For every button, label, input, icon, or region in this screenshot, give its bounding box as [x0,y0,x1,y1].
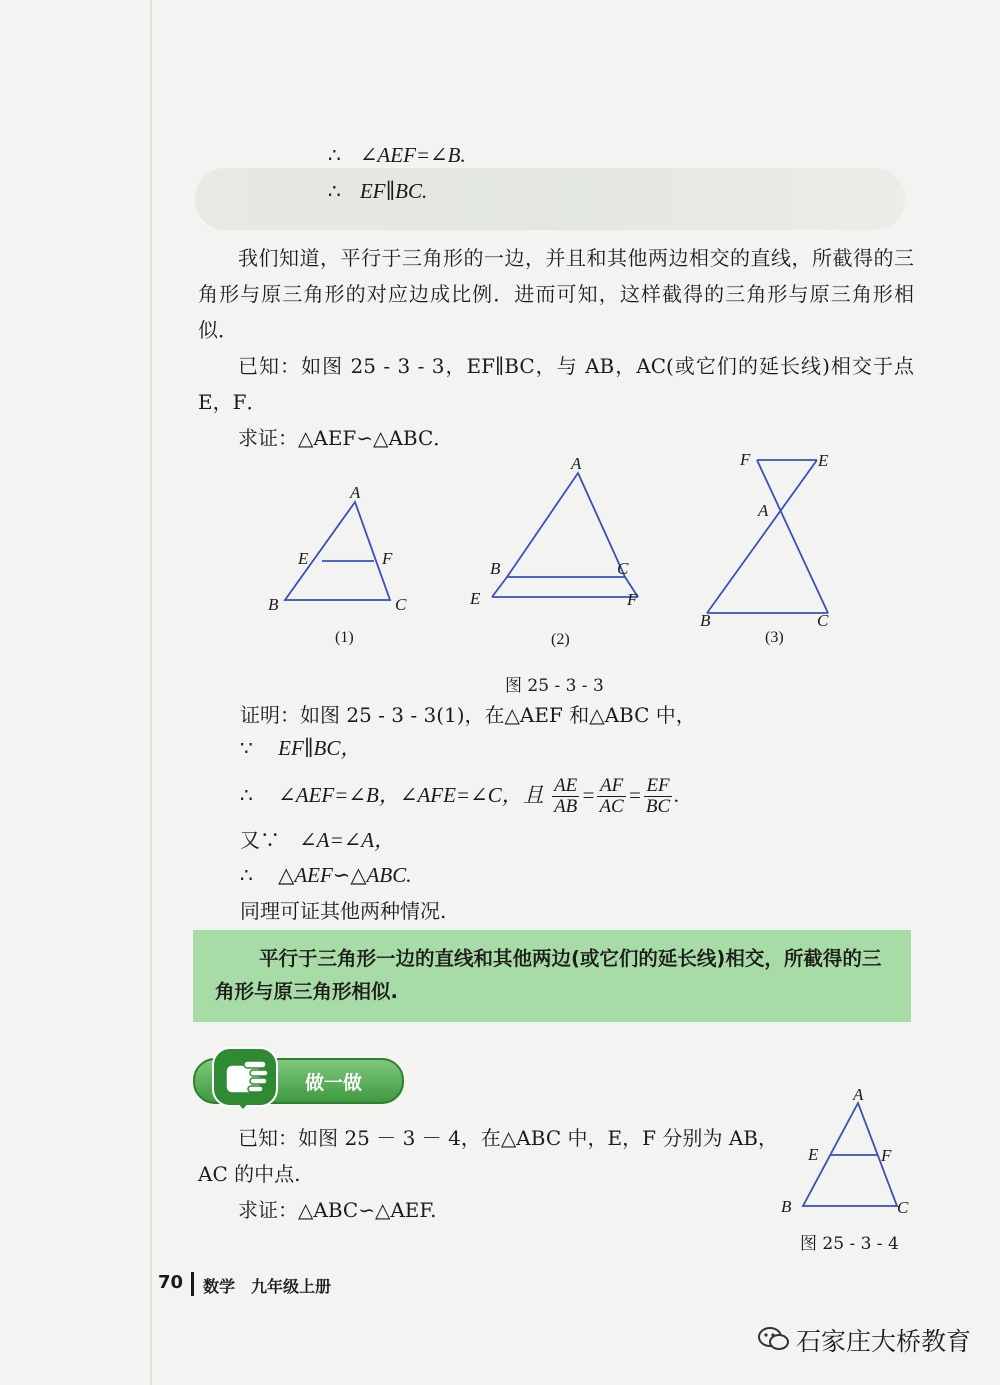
do-it-label: 做一做 [305,1072,363,1094]
fig2-triangle-abc [507,473,625,577]
proof-line-5: ∴ △AEF∽△ABC. [240,863,412,887]
figure-25-3-4 [775,1080,920,1230]
book-title: 数学 九年级上册 [203,1277,332,1296]
fig2-label-e: E [470,589,481,608]
intro-paragraph: 我们知道，平行于三角形的一边，并且和其他两边相交的直线，所截得的三角形与原三角形的对应边成比例．进而可知，这样截得的三角形与原三角形相似． [198,246,914,342]
fig2-label-f: F [627,590,638,609]
figure-caption-25-3-3: 图 25 - 3 - 3 [505,676,604,696]
do-it-prove: 求证：△ABC∽△AEF. [238,1198,437,1222]
fraction-ef-bc: $\frac{EF}{BC}$ [645,775,671,817]
given-statement: 已知：如图 25 - 3 - 3，EF∥BC，与 AB，AC(或它们的延长线)相交于点 E，F． [198,354,914,414]
fig4-label-c: C [897,1198,909,1217]
fig4-label-b: B [781,1197,792,1216]
do-it-given: 已知：如图 25 － 3 － 4，在△ABC 中，E，F 分别为 AB，AC 的中点. [198,1126,778,1186]
fig3-sub-caption: (3) [765,629,784,646]
proof-line-2: ∵ EF∥BC， [240,736,362,760]
fig1-label-b: B [268,595,279,614]
fig3-label-b: B [700,611,711,630]
fig2-label-b: B [490,559,501,578]
fig1-label-c: C [395,595,407,614]
watermark-text: 石家庄大桥教育 [796,1327,972,1356]
fig1-sub-caption: (1) [335,629,354,646]
fraction-ae-ab: $\frac{AE}{AB}$ [554,775,578,817]
page-edge-line [150,0,152,1385]
fig1-label-e: E [298,549,309,568]
wechat-icon [757,1326,791,1352]
fig2-ext-ab [492,577,507,597]
theorem-box [193,930,911,1022]
hand-icon-graphic [214,1049,276,1105]
fig1-label-f: F [382,549,393,568]
fig3-label-c: C [817,611,829,630]
top-proof-line-1: ∴ ∠AEF=∠B. [328,143,466,167]
fig2-label-c: C [617,559,629,578]
proof-line-4: 又∵ ∠A=∠A， [240,828,396,852]
fig3-line-eb [707,460,817,613]
hand-icon [212,1047,278,1107]
fig3-label-f: F [740,450,751,469]
prove-statement: 求证：△AEF∽△ABC． [238,426,454,450]
proof-line-3: ∴ ∠AEF=∠B，∠AFE=∠C，且 $\frac{AE}{AB}$ = $\frac{AF}{AC}$ = $\frac{EF}{BC}$ . [240,775,680,817]
fig3-label-e: E [818,451,829,470]
fig3-label-a: A [758,501,769,520]
bleed-through-banner [195,168,905,230]
fig3-line-fc [757,460,828,613]
proof-line-6: 同理可证其他两种情况. [240,899,447,923]
fraction-af-ac: $\frac{AF}{AC}$ [599,775,624,817]
theorem-text: 平行于三角形一边的直线和其他两边(或它们的延长线)相交，所截得的三角形与原三角形相似. [215,947,882,1003]
figure-caption-25-3-4: 图 25 - 3 - 4 [800,1234,899,1254]
fig4-label-f: F [881,1146,892,1165]
page-number: 70 [158,1272,184,1293]
fig1-label-a: A [350,483,361,502]
arrow-down-icon [234,1099,252,1109]
fig2-label-a: A [571,454,582,473]
fig4-label-a: A [853,1085,864,1104]
fig2-sub-caption: (2) [551,631,570,648]
footer-divider [191,1272,194,1296]
top-proof-line-2: ∴ EF∥BC. [328,179,428,203]
fig4-label-e: E [808,1145,819,1164]
figure-25-3-3 [260,450,860,660]
proof-line-1: 证明：如图 25 - 3 - 3(1)，在△AEF 和△ABC 中， [240,703,696,727]
